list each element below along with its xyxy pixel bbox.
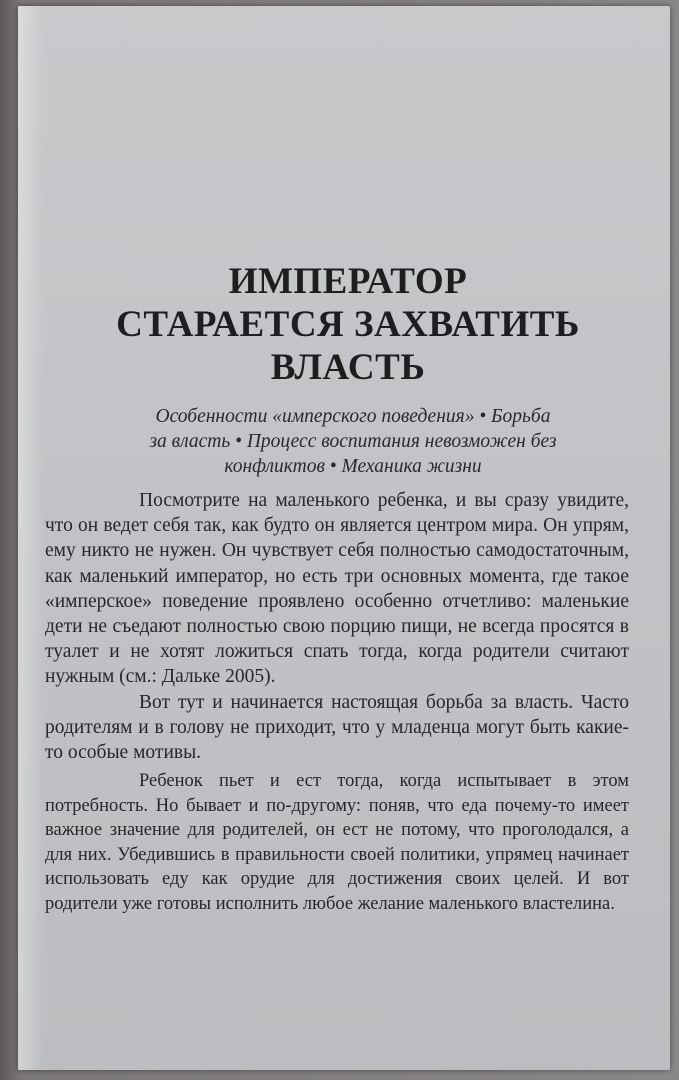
chapter-title [78,260,618,389]
book-page [18,6,670,1070]
chapter-subtitle-line-1: Особенности «имперского поведения» • Борьба [155,406,551,427]
chapter-title-line-3: ВЛАСТЬ [270,347,426,388]
chapter-subtitle-line-2: за власть • Процесс воспитания невозможен без [149,431,557,452]
chapter-subtitle-line-3: конфликтов • Механика жизни [224,456,482,477]
chapter-title-line-1: ИМПЕРАТОР [228,261,468,302]
paragraph-1: Посмотрите на маленького ребенка, и вы сразу увидите, что он ведет себя так, как будто он является центром мира. Он упрям, ему никто не нужен. Он чувствует себя полностью самодостаточным, как маленький император, но есть три основных момента, где такое «имперское» поведение проявлено особенно отчетливо: маленькие дети не съедают полностью свою порцию пищи, не всегда просятся в туалет и не хотят ложиться спать тогда, когда родители считают нужным (см.: Дальке 2005). [45,490,629,688]
chapter-subtitle [113,404,593,479]
chapter-title-line-2: СТАРАЕТСЯ ЗАХВАТИТЬ [116,304,580,345]
chapter-body [45,488,629,916]
paragraph-2: Вот тут и начинается настоящая борьба за власть. Часто родителям и в голову не приходит, что у младенца могут быть какие-то особые мотивы. [45,691,629,764]
paragraph-3: Ребенок пьет и ест тогда, когда испытывает в этом потребность. Но бывает и по-другому: поняв, что еда почему-то имеет важное значение для родителей, он ест не потому, что проголодался, а для них. Убедившись в правильности своей политики, упрямец начинает использовать еду как орудие для достижения своих целей. И вот родители уже готовы исполнить любое желание маленького властелина. [45,771,629,914]
